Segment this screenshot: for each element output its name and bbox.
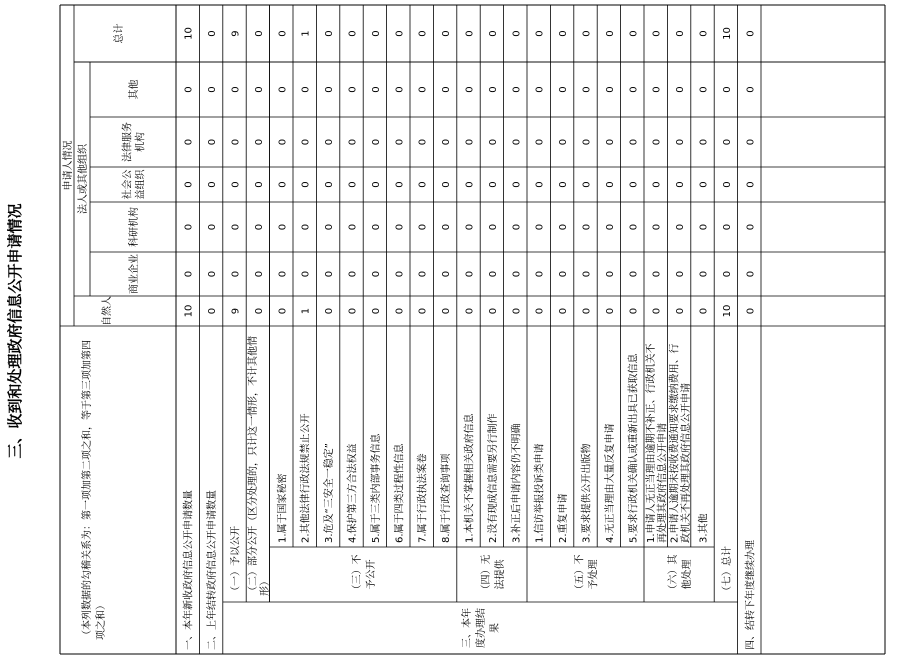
row-value: 0 (464, 307, 476, 315)
row-value: 0 (487, 138, 499, 146)
row-value: 0 (581, 30, 593, 37)
row-value: 0 (394, 138, 406, 146)
row-value: 0 (417, 270, 429, 278)
row-value: 0 (394, 181, 406, 188)
row-value: 0 (417, 30, 429, 37)
row-value: 0 (651, 86, 663, 93)
row-value: 0 (675, 86, 687, 93)
row-label: （一）予以公开 (230, 526, 242, 596)
row-value: 0 (277, 223, 289, 231)
row-label: 4.保护第三方合法权益 (347, 443, 359, 543)
row-value: 0 (253, 86, 265, 93)
row-value: 0 (698, 138, 710, 146)
row-value: 0 (604, 30, 616, 37)
group4-label: （四）无 (480, 554, 492, 595)
row-value: 0 (675, 138, 687, 146)
row-value: 0 (370, 86, 382, 93)
row-value: 0 (277, 307, 289, 315)
row-value: 0 (277, 138, 289, 146)
row-value: 0 (581, 86, 593, 93)
row-value: 0 (511, 86, 523, 93)
row-value: 0 (745, 223, 757, 231)
row-value: 0 (534, 223, 546, 231)
row-value: 0 (558, 86, 570, 93)
row-value: 0 (417, 181, 429, 188)
row-value: 0 (487, 181, 499, 188)
row-value: 0 (207, 181, 219, 188)
header-research: 科研机构 (129, 207, 140, 247)
row-value: 0 (581, 181, 593, 188)
row-value: 0 (534, 307, 546, 315)
row-value: 0 (394, 223, 406, 231)
row-label: 5.要求行政机关确认或重新出具已获取信息 (628, 353, 640, 543)
row-value: 0 (253, 30, 265, 37)
group5-label: 予处理 (588, 559, 600, 590)
group4-label: 法提供 (494, 559, 506, 590)
row-value: 0 (394, 86, 406, 93)
row-value: 9 (230, 307, 242, 315)
header-business: 商业企业 (129, 254, 140, 294)
row-value: 0 (628, 270, 640, 278)
row-label: 1.本机关不掌握相关政府信息 (464, 413, 476, 543)
header-total: 总计 (114, 23, 125, 44)
row-value: 0 (370, 270, 382, 278)
row-value: 1 (300, 307, 312, 315)
row-value: 0 (745, 181, 757, 188)
row-value: 0 (300, 138, 312, 146)
row-value: 0 (464, 181, 476, 188)
row-value: 10 (721, 304, 733, 318)
section3-label: 果 (490, 623, 502, 633)
row-value: 0 (745, 86, 757, 93)
row-value: 0 (441, 307, 453, 315)
row-value: 0 (207, 307, 219, 315)
row-label: 四、结转下年度继续办理 (745, 540, 757, 650)
row-value: 0 (464, 30, 476, 37)
row-value: 0 (370, 307, 382, 315)
row-label: 政机关不再处理其政府信息公开申请 (680, 383, 692, 543)
row-value: 0 (394, 307, 406, 315)
row-value: 0 (324, 30, 336, 37)
row-value: 0 (277, 270, 289, 278)
row-value: 0 (698, 307, 710, 315)
row-label: 4.无正当理由大量反复申请 (604, 423, 616, 543)
row-label: 3.其他 (698, 513, 710, 543)
row-value: 0 (207, 138, 219, 146)
row-value: 0 (441, 86, 453, 93)
row-value: 0 (324, 86, 336, 93)
row-value: 0 (487, 86, 499, 93)
row-value: 0 (698, 223, 710, 231)
row-value: 0 (370, 138, 382, 146)
row-value: 0 (745, 270, 757, 278)
group5-label: （五）不 (574, 554, 586, 595)
row-value: 0 (745, 30, 757, 37)
header-group: 申请人情况 (63, 140, 74, 191)
row-value: 0 (558, 138, 570, 146)
row-value: 0 (277, 86, 289, 93)
row-label: 8.属于行政查询事项 (441, 453, 453, 543)
row-value: 0 (511, 138, 523, 146)
table-note: 项之和） (96, 600, 107, 640)
row-value: 0 (347, 30, 359, 37)
row-value: 0 (417, 223, 429, 231)
row-label: 2.重复申请 (558, 493, 570, 543)
row-value: 0 (417, 86, 429, 93)
row-label: 3.危及“三安全一稳定” (324, 443, 336, 543)
row-value: 0 (324, 181, 336, 188)
row-value: 1 (300, 30, 312, 37)
row-value: 0 (721, 270, 733, 278)
row-value: 0 (230, 86, 242, 93)
row-value: 0 (464, 223, 476, 231)
row-value: 0 (558, 30, 570, 37)
row-value: 0 (675, 30, 687, 37)
table-cells (61, 24, 756, 651)
header-natural: 自然人 (102, 296, 113, 326)
row-value: 0 (347, 270, 359, 278)
row-value: 0 (721, 181, 733, 188)
row-value: 10 (183, 27, 195, 40)
row-value: 0 (511, 223, 523, 231)
row-value: 0 (698, 270, 710, 278)
row-value: 0 (347, 86, 359, 93)
row-value: 0 (604, 307, 616, 315)
row-value: 0 (675, 181, 687, 188)
row-value: 0 (581, 307, 593, 315)
row-value: 0 (534, 181, 546, 188)
row-value: 0 (417, 138, 429, 146)
row-value: 0 (721, 138, 733, 146)
row-value: 0 (628, 223, 640, 231)
row-value: 0 (534, 138, 546, 146)
row-value: 0 (698, 181, 710, 188)
row-label: 1.申请人无正当理由逾期不补正、行政机关不 (645, 343, 657, 543)
row-label: 二、上年结转政府信息公开申请数量 (207, 490, 219, 650)
row-value: 0 (604, 223, 616, 231)
table-note: （本列数据的勾稽关系为：第一项加第二项之和，等于第三项加第四 (82, 340, 93, 640)
group3-label: 予公开 (366, 559, 378, 590)
row-value: 0 (394, 270, 406, 278)
row-value: 0 (558, 270, 570, 278)
row-value: 0 (370, 223, 382, 231)
row-value: 0 (324, 138, 336, 146)
row-value: 0 (745, 307, 757, 315)
row-label: 3.补正后申请内容仍不明确 (511, 423, 523, 543)
row-value: 0 (207, 223, 219, 231)
row-value: 0 (441, 138, 453, 146)
row-value: 0 (581, 138, 593, 146)
row-value: 0 (698, 30, 710, 37)
row-value: 0 (207, 86, 219, 93)
row-value: 0 (628, 30, 640, 37)
row-label: 7.属于行政执法案卷 (417, 453, 429, 543)
row-value: 0 (253, 223, 265, 231)
row-value: 0 (441, 30, 453, 37)
row-value: 0 (253, 138, 265, 146)
row-value: 0 (230, 223, 242, 231)
row-value: 0 (698, 86, 710, 93)
row-value: 0 (651, 30, 663, 37)
row-value: 0 (300, 86, 312, 93)
row-value: 0 (721, 223, 733, 231)
row-value: 10 (721, 27, 733, 40)
row-value: 0 (581, 223, 593, 231)
row-value: 0 (183, 181, 195, 188)
row-value: 0 (464, 270, 476, 278)
row-value: 0 (230, 270, 242, 278)
row-value: 0 (441, 181, 453, 188)
row-value: 0 (721, 86, 733, 93)
row-value: 0 (370, 30, 382, 37)
row-value: 0 (183, 86, 195, 93)
row-label: 6.属于四类过程性信息 (394, 443, 406, 543)
row-value: 0 (651, 307, 663, 315)
row-value: 0 (324, 270, 336, 278)
row-value: 0 (534, 86, 546, 93)
row-value: 0 (370, 181, 382, 188)
row-value: 0 (534, 30, 546, 37)
section3-label: 三、本年 (462, 608, 474, 648)
row-label: 1.属于国家秘密 (277, 473, 289, 543)
group3-label: （三）不 (352, 554, 364, 595)
row-value: 0 (487, 270, 499, 278)
header-social: 益组织 (135, 169, 147, 200)
row-label: 2.申请人逾期未按收费通知要求缴纳费用、行 (669, 343, 681, 543)
row-label: 再处理其政府信息公开申请 (657, 423, 669, 543)
header-social: 社会公 (122, 169, 134, 200)
row-value: 0 (558, 181, 570, 188)
row-value: 0 (604, 181, 616, 188)
row-label: 2.没有现成信息需要另行制作 (487, 413, 499, 543)
row-label: 5.属于三类内部事务信息 (370, 433, 382, 543)
row-value: 0 (651, 138, 663, 146)
row-value: 10 (183, 304, 195, 318)
row-label: （七）总计 (721, 546, 733, 596)
row-value: 0 (347, 181, 359, 188)
row-value: 0 (324, 223, 336, 231)
header-legal-service: 法律服务 (122, 122, 134, 162)
group6-label: （六）其 (668, 554, 680, 595)
row-value: 0 (651, 181, 663, 188)
row-value: 0 (628, 138, 640, 146)
header-other: 其他 (129, 79, 140, 100)
row-value: 0 (675, 270, 687, 278)
row-value: 0 (651, 223, 663, 231)
row-value: 0 (324, 307, 336, 315)
row-value: 0 (487, 307, 499, 315)
row-value: 0 (675, 307, 687, 315)
row-value: 0 (487, 223, 499, 231)
row-value: 0 (581, 270, 593, 278)
row-value: 0 (347, 307, 359, 315)
row-value: 9 (230, 30, 242, 37)
row-value: 0 (745, 138, 757, 146)
row-value: 0 (347, 138, 359, 146)
row-value: 0 (511, 181, 523, 188)
row-value: 0 (464, 86, 476, 93)
row-value: 0 (183, 270, 195, 278)
row-value: 0 (558, 307, 570, 315)
row-value: 0 (230, 138, 242, 146)
header-legal-group: 法人或其他组织 (78, 144, 89, 214)
row-value: 0 (511, 307, 523, 315)
row-value: 0 (277, 30, 289, 37)
row-value: 0 (253, 270, 265, 278)
row-value: 0 (230, 181, 242, 188)
group6-label: 他处理 (682, 559, 694, 590)
row-value: 0 (558, 223, 570, 231)
section3-label: 度办理结 (476, 608, 488, 648)
row-value: 0 (511, 270, 523, 278)
row-label: 3.要求提供公开出版物 (581, 443, 593, 543)
row-label: 2.其他法律行政法规禁止公开 (300, 413, 312, 543)
row-value: 0 (651, 270, 663, 278)
row-value: 0 (628, 86, 640, 93)
row-value: 0 (300, 181, 312, 188)
row-value: 0 (628, 307, 640, 315)
row-value: 0 (628, 181, 640, 188)
row-label: （二）部分公开（区分处理的，只计这一情形，不计其他情 (248, 336, 260, 596)
row-label: 1.信访举报投诉类申请 (534, 443, 546, 543)
row-value: 0 (534, 270, 546, 278)
row-value: 0 (207, 270, 219, 278)
row-value: 0 (347, 223, 359, 231)
row-value: 0 (253, 307, 265, 315)
row-value: 0 (207, 30, 219, 37)
row-value: 0 (441, 223, 453, 231)
row-value: 0 (604, 138, 616, 146)
row-value: 0 (487, 30, 499, 37)
row-value: 0 (183, 223, 195, 231)
row-value: 0 (604, 270, 616, 278)
row-value: 0 (300, 270, 312, 278)
row-value: 0 (300, 223, 312, 231)
page-title: 三、收到和处理政府信息公开申请情况 (6, 203, 24, 459)
row-value: 0 (417, 307, 429, 315)
row-value: 0 (464, 138, 476, 146)
row-label: 一、本年新收政府信息公开申请数量 (183, 490, 195, 650)
row-value: 0 (675, 223, 687, 231)
row-value: 0 (394, 30, 406, 37)
header-legal-service: 机构 (135, 132, 147, 152)
row-value: 0 (277, 181, 289, 188)
row-value: 0 (511, 30, 523, 37)
row-value: 0 (253, 181, 265, 188)
row-label: 形） (259, 576, 271, 596)
row-value: 0 (183, 138, 195, 146)
row-value: 0 (604, 86, 616, 93)
row-value: 0 (441, 270, 453, 278)
